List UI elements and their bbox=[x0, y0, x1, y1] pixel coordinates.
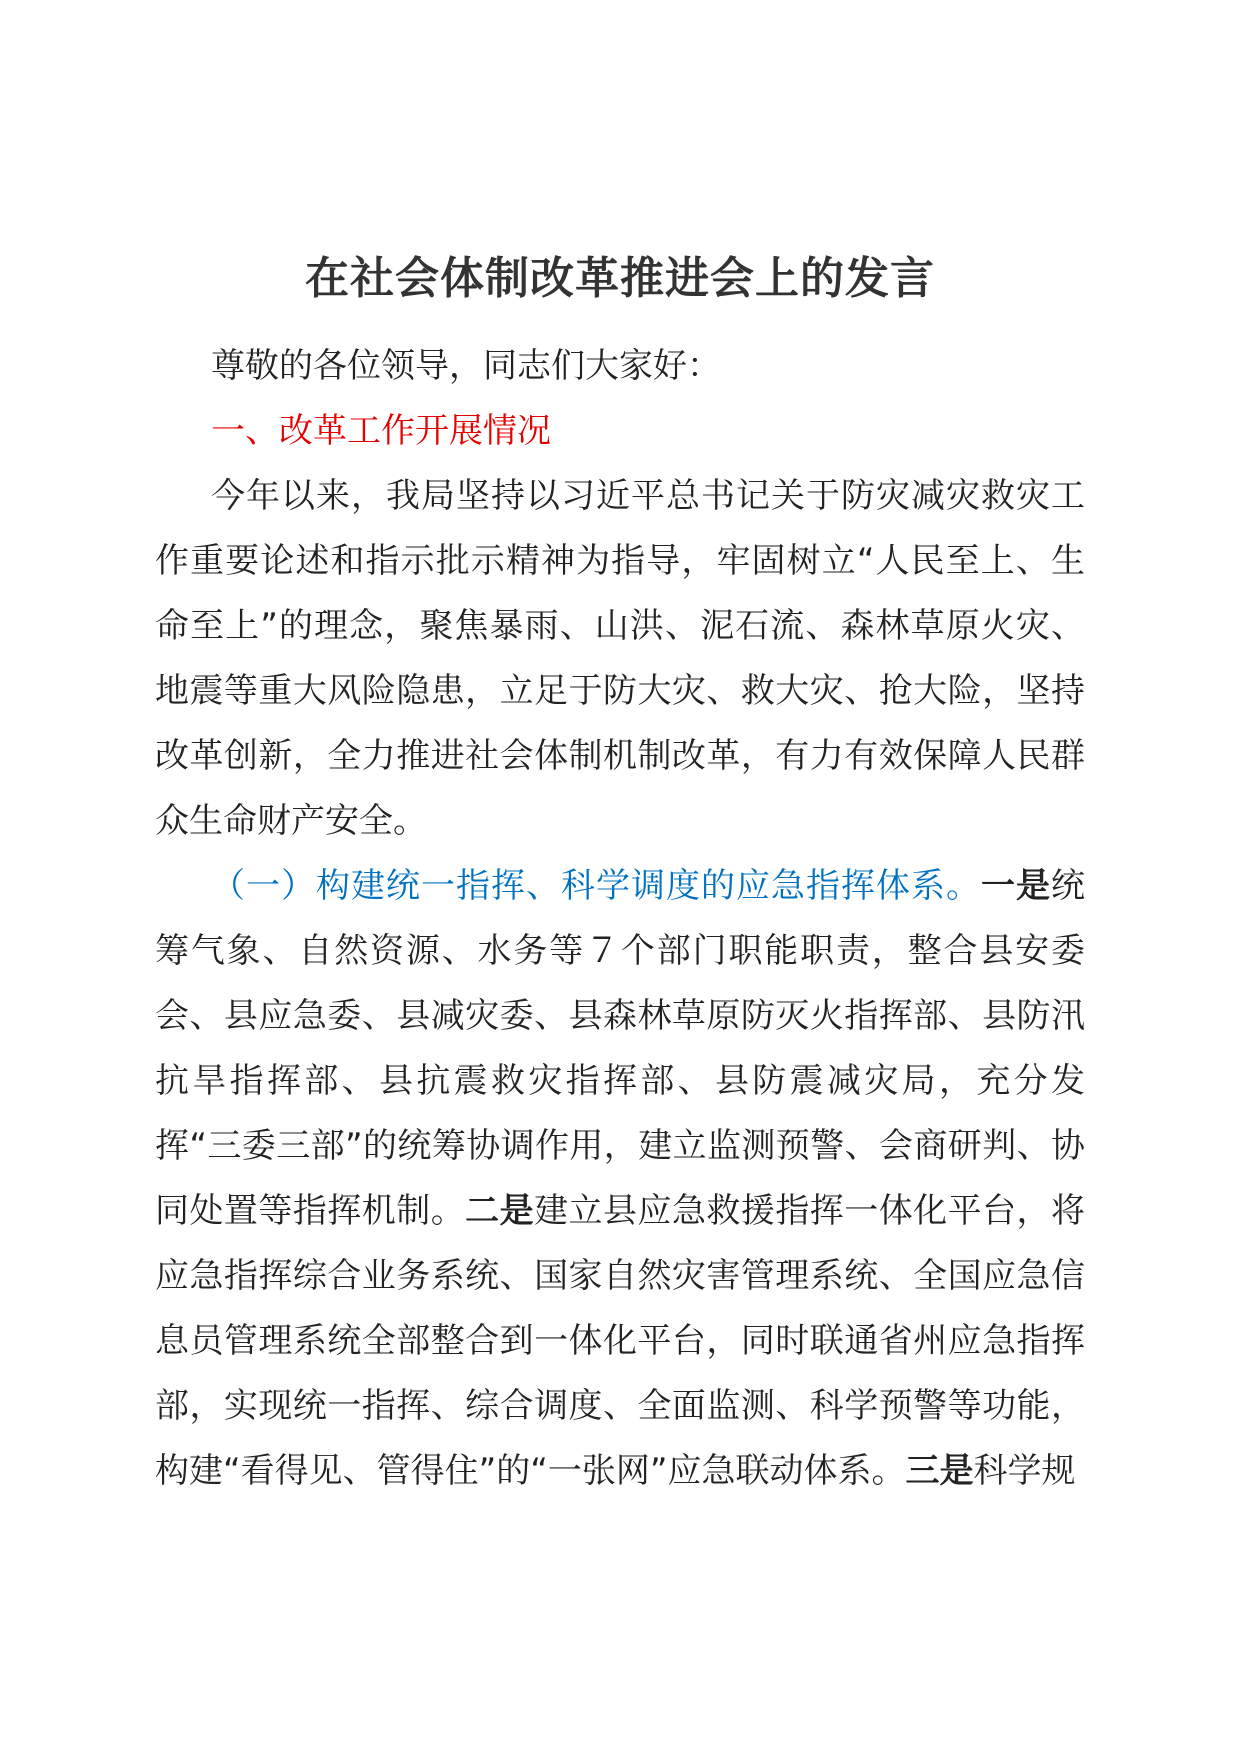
point-text-1: 统筹气象、自然资源、水务等７个部门职能职责，整合县安委会、县应急委、县减灾委、县森林草原防灭火指挥部、县防汛抗旱指挥部、县抗震救灾指挥部、县防震减灾局，充分发挥“三委三部”的统筹协调作用，建立监测预警、会商研判、协同处置等指挥机制。 bbox=[155, 866, 1085, 1231]
point-text-2: 建立县应急救援指挥一体化平台，将应急指挥综合业务系统、国家自然灾害管理系统、全国应急信息员管理系统全部整合到一体化平台，同时联通省州应急指挥部，实现统一指挥、综合调度、全面监测、科学预警等功能，构建“看得见、管得住”的“一张网”应急联动体系。 bbox=[155, 1191, 1086, 1491]
point-text-3: 科学规 bbox=[973, 1451, 1076, 1491]
subsection-heading-1: （一）构建统一指挥、科学调度的应急指挥体系。 bbox=[211, 866, 981, 906]
document-title: 在社会体制改革推进会上的发言 bbox=[305, 253, 935, 304]
document-body bbox=[155, 334, 1085, 1504]
salutation: 尊敬的各位领导，同志们大家好： bbox=[211, 346, 721, 386]
subsection-paragraph-1 bbox=[155, 854, 1085, 1504]
point-label-2: 二是 bbox=[465, 1191, 535, 1231]
intro-paragraph: 今年以来，我局坚持以习近平总书记关于防灾减灾救灾工作重要论述和指示批示精神为指导，牢固树立“人民至上、生命至上”的理念，聚焦暴雨、山洪、泥石流、森林草原火灾、地震等重大风险隐患，立足于防大灾、救大灾、抢大险，坚持改革创新，全力推进社会体制机制改革，有力有效保障人民群众生命财产安全。 bbox=[155, 476, 1085, 841]
section-heading-1: 一、改革工作开展情况 bbox=[211, 411, 551, 451]
point-label-1: 一是 bbox=[981, 866, 1051, 906]
point-label-3: 三是 bbox=[905, 1451, 974, 1491]
